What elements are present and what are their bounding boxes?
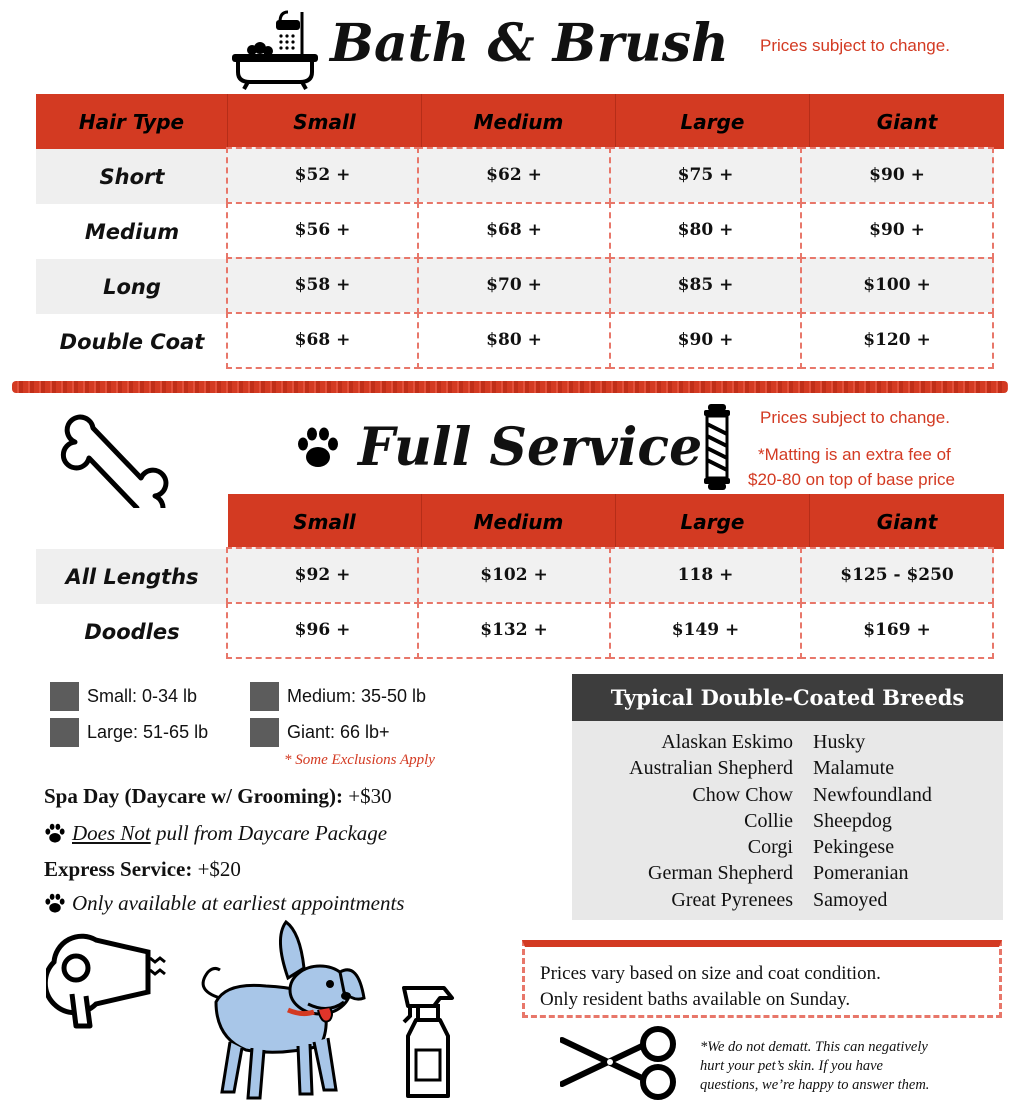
row-label: Double Coat	[59, 329, 205, 354]
row-label: Long	[36, 259, 228, 314]
legend-large	[50, 718, 208, 747]
full-table-header	[36, 494, 1004, 549]
list-item: Australian Shepherd	[629, 757, 793, 780]
paw-icon	[295, 426, 341, 470]
bath-title: Bath & Brush	[330, 13, 729, 74]
price-cell: $90 +	[800, 147, 994, 205]
table-row	[36, 549, 1004, 604]
price-cell: $100 +	[800, 257, 994, 315]
exclusions-note: * Some Exclusions Apply	[284, 752, 435, 768]
table-row	[36, 259, 1004, 314]
legend-large-label: Large: 51-65 lb	[87, 722, 209, 742]
section-divider	[12, 381, 1008, 393]
price-cell: 118 +	[609, 547, 803, 605]
hair-dryer-icon	[46, 932, 170, 1030]
express-price: +$20	[197, 857, 241, 881]
list-item: Great Pyrenees	[671, 888, 793, 911]
price-cell: $68 +	[417, 202, 611, 260]
price-cell: $125 - $250	[800, 547, 994, 605]
row-label: Short	[36, 149, 228, 204]
spa-note-underlined: Does Not	[72, 821, 151, 845]
list-item: Malamute	[813, 757, 895, 780]
price-cell: $169 +	[800, 602, 994, 660]
express-note: Only available at earliest appointments	[72, 891, 405, 915]
full-service-title: Full Service	[358, 417, 703, 478]
legend-medium	[250, 682, 426, 711]
price-cell: $90 +	[800, 202, 994, 260]
double-coated-breeds-box	[572, 674, 1003, 920]
header-giant: Giant	[876, 509, 938, 534]
list-item: Pomeranian	[813, 862, 909, 885]
paw-icon	[44, 893, 66, 914]
dematt-note-line-2: hurt your pet’s skin. If you have	[700, 1058, 883, 1074]
spray-bottle-icon	[396, 982, 466, 1102]
header-small: Small	[228, 94, 422, 149]
express-label: Express Service:	[44, 857, 193, 881]
price-cell: $52 +	[226, 147, 420, 205]
legend-swatch	[50, 718, 79, 747]
list-item: Husky	[813, 731, 866, 753]
header-medium: Medium	[422, 94, 616, 149]
price-cell: $62 +	[417, 147, 611, 205]
list-item: Sheepdog	[813, 809, 892, 832]
breeds-title: Typical Double-Coated Breeds	[572, 674, 1003, 721]
legend-giant-label: Giant: 66 lb+	[287, 722, 390, 742]
legend-swatch	[250, 682, 279, 711]
price-cell: $70 +	[417, 257, 611, 315]
header-large: Large	[616, 494, 810, 549]
matting-note-1: *Matting is an extra fee of	[758, 445, 951, 464]
header-medium: Medium	[422, 494, 616, 549]
dog-illustration	[190, 918, 368, 1106]
price-cell: $90 +	[609, 312, 803, 370]
price-cell: $132 +	[417, 602, 611, 660]
list-item: Samoyed	[813, 888, 888, 911]
table-row	[36, 314, 1004, 369]
full-service-table	[36, 494, 1004, 659]
full-price-note: Prices subject to change.	[760, 408, 950, 427]
header-giant: Giant	[876, 109, 938, 134]
paw-icon	[44, 823, 66, 844]
list-item: Corgi	[747, 836, 793, 859]
breeds-left-column	[572, 729, 793, 913]
spa-day-label: Spa Day (Daycare w/ Grooming):	[44, 784, 344, 808]
row-label: Medium	[84, 219, 180, 244]
express-note-line	[44, 891, 404, 916]
notice-line-1: Prices vary based on size and coat condition.	[540, 963, 881, 984]
list-item: Collie	[744, 809, 793, 832]
legend-swatch	[50, 682, 79, 711]
scissors-icon	[560, 1020, 682, 1104]
list-item: Alaskan Eskimo	[661, 731, 793, 753]
breeds-right-column	[793, 729, 932, 913]
legend-small-label: Small: 0-34 lb	[87, 686, 198, 706]
table-row	[36, 149, 1004, 204]
table-row	[36, 204, 1004, 259]
price-cell: $80 +	[417, 312, 611, 370]
price-cell: $85 +	[609, 257, 803, 315]
notice-line-2: Only resident baths available on Sunday.	[540, 989, 851, 1010]
price-cell: $56 +	[226, 202, 420, 260]
dematt-note-line-1: *We do not dematt. This can negatively	[700, 1039, 928, 1055]
legend-swatch	[250, 718, 279, 747]
price-cell: $92 +	[226, 547, 420, 605]
legend-giant	[250, 718, 390, 747]
bath-price-table	[36, 94, 1004, 369]
spa-day-price: +$30	[348, 784, 392, 808]
price-cell: $68 +	[226, 312, 420, 370]
price-cell: $58 +	[226, 257, 420, 315]
price-cell: $96 +	[226, 602, 420, 660]
bath-price-note: Prices subject to change.	[760, 36, 950, 55]
row-label: All Lengths	[36, 549, 228, 604]
express-line	[44, 857, 241, 882]
list-item: Pekingese	[813, 836, 895, 859]
dematt-note	[700, 1038, 929, 1095]
list-item: Chow Chow	[692, 783, 793, 806]
header-hair-type: Hair Type	[36, 94, 228, 149]
list-item: Newfoundland	[813, 783, 932, 806]
price-cell: $102 +	[417, 547, 611, 605]
matting-note-2: $20-80 on top of base price	[748, 470, 955, 489]
list-item: German Shepherd	[648, 862, 793, 885]
dematt-note-line-3: questions, we’re happy to answer them.	[700, 1077, 930, 1093]
spa-day-line	[44, 784, 392, 809]
barber-pole-icon	[702, 404, 732, 490]
header-large: Large	[616, 94, 810, 149]
price-cell: $149 +	[609, 602, 803, 660]
spa-note-line	[44, 821, 387, 846]
price-cell: $120 +	[800, 312, 994, 370]
spa-note-rest: pull from Daycare Package	[150, 821, 388, 845]
row-label: Doodles	[84, 619, 180, 644]
table-row	[36, 604, 1004, 659]
header-spacer	[36, 494, 228, 549]
header-small: Small	[228, 494, 422, 549]
price-cell: $75 +	[609, 147, 803, 205]
bath-table-header	[36, 94, 1004, 149]
legend-small	[50, 682, 197, 711]
pricing-notice-box	[522, 940, 1002, 1018]
legend-medium-label: Medium: 35-50 lb	[287, 686, 427, 706]
bathtub-icon	[230, 8, 320, 90]
price-cell: $80 +	[609, 202, 803, 260]
